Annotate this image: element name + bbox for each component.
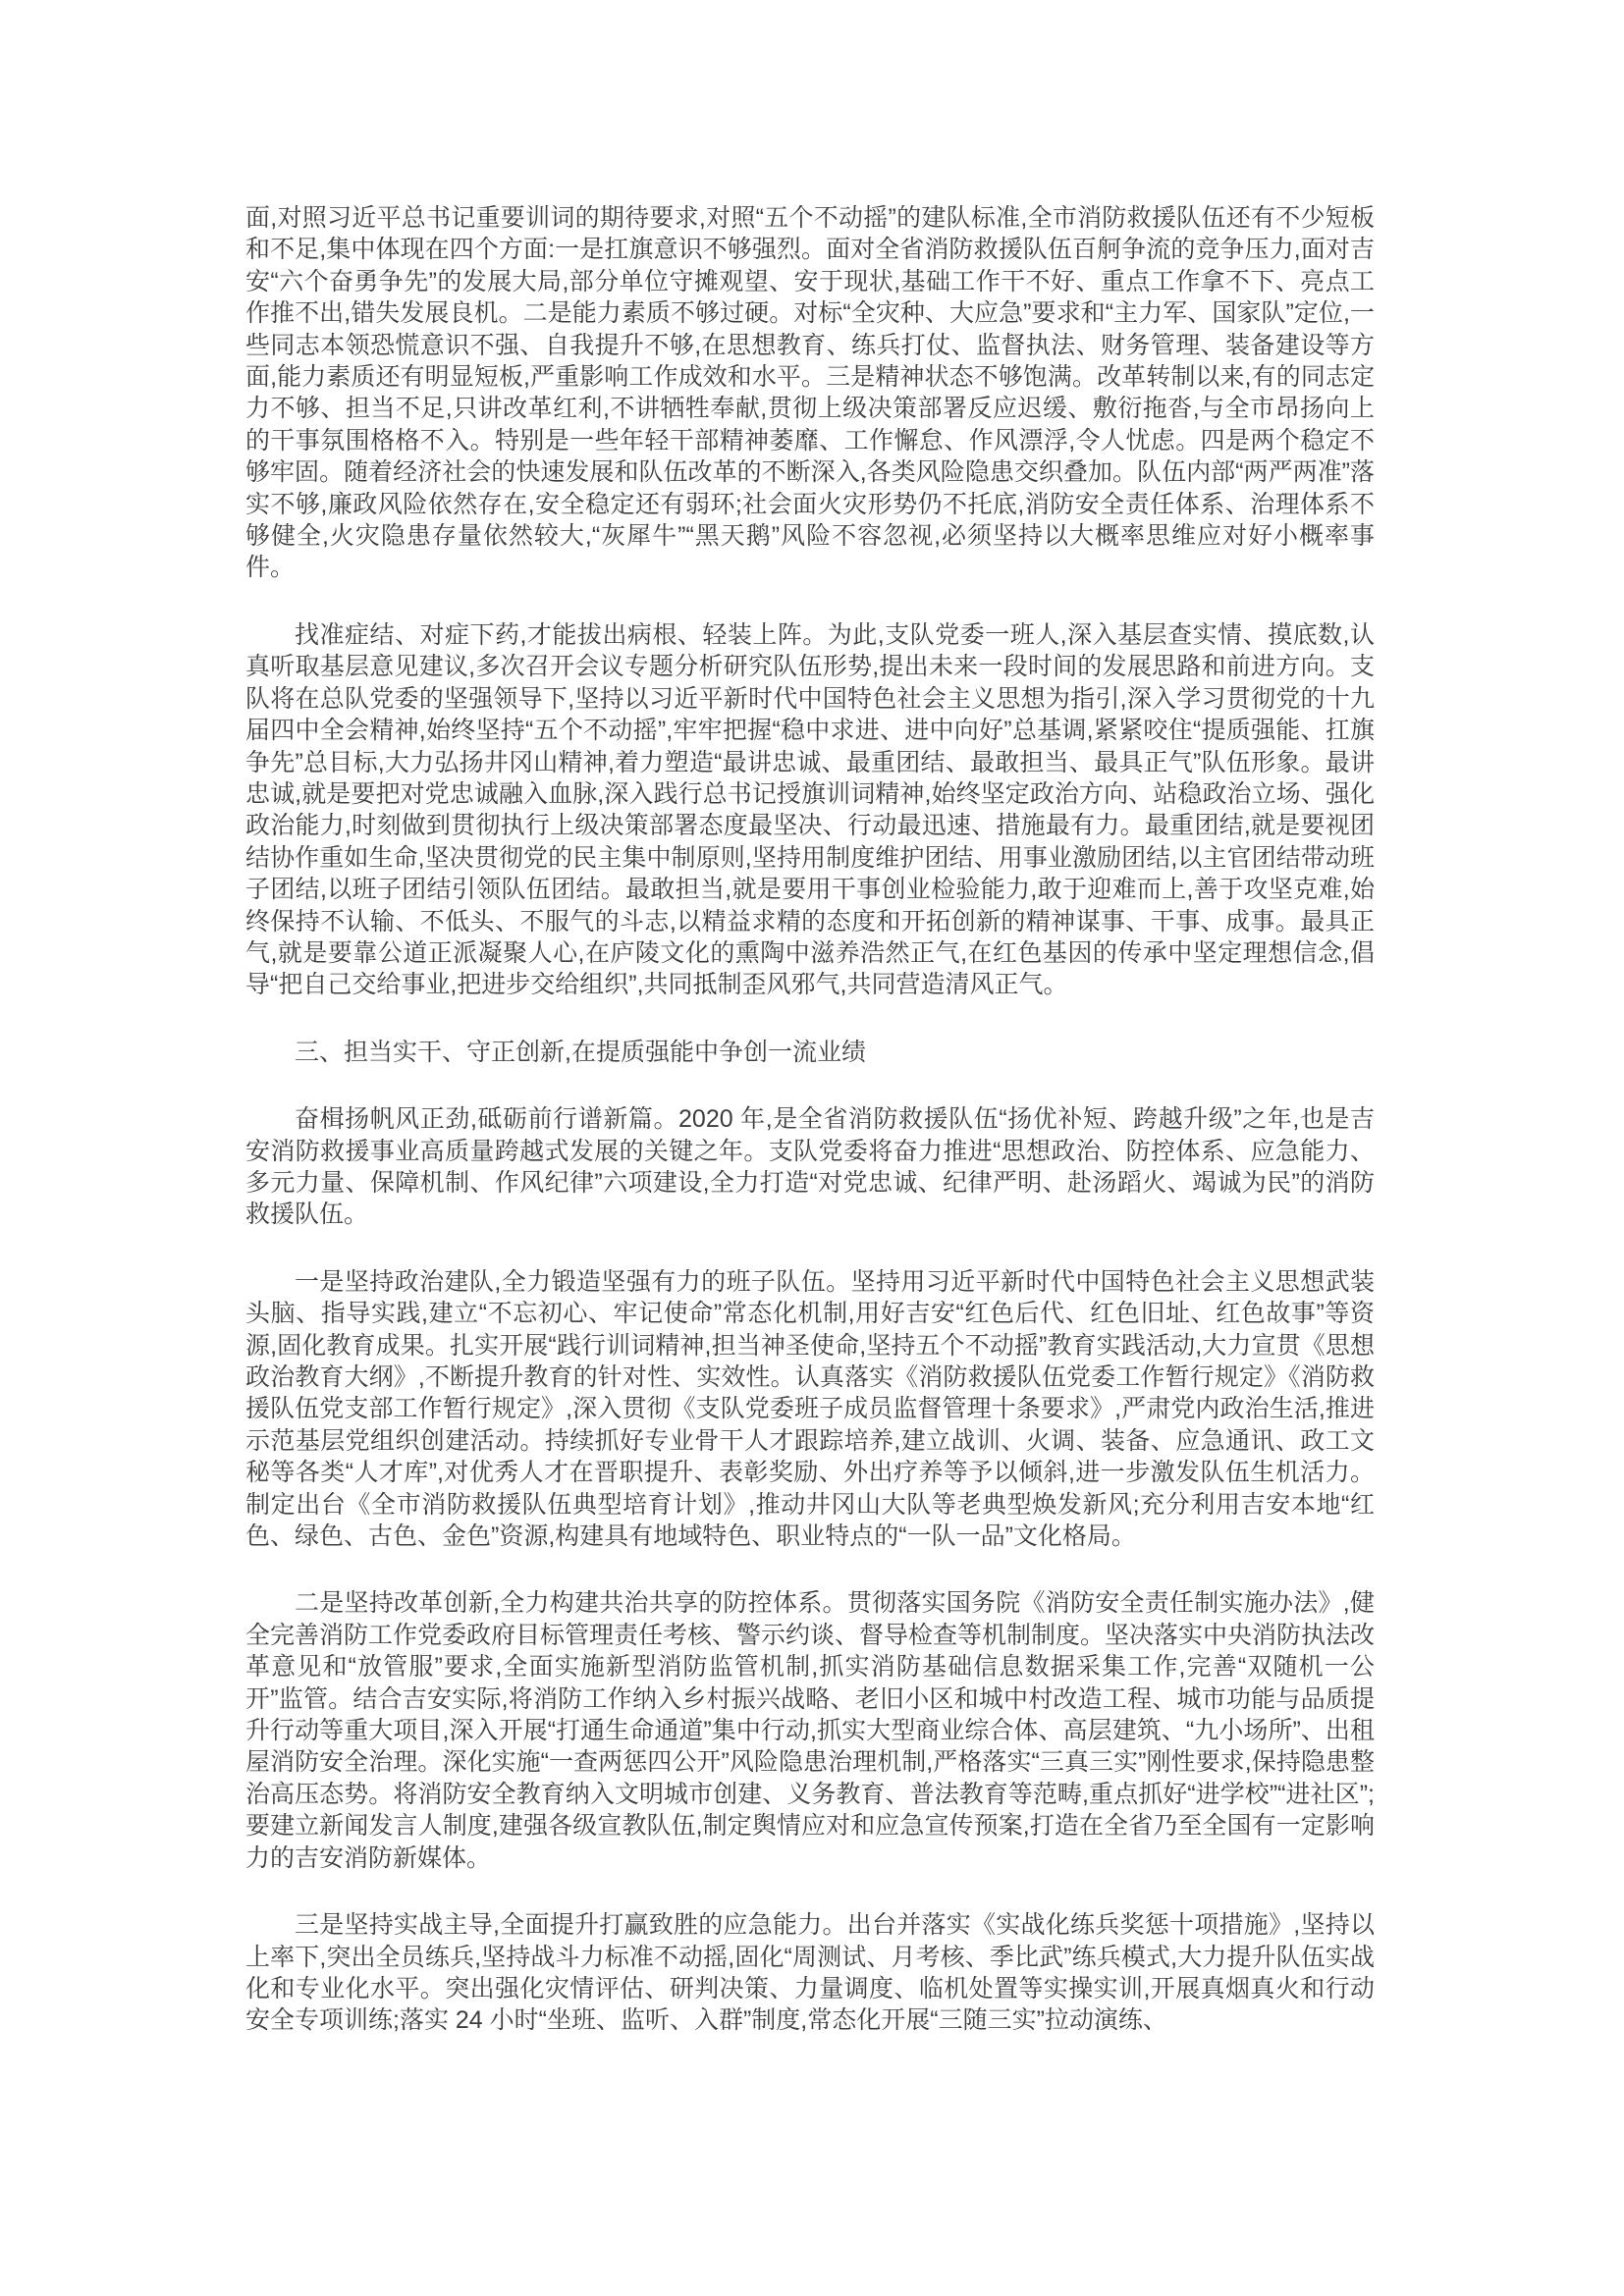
paragraph-5: 一是坚持政治建队,全力锻造坚强有力的班子队伍。坚持用习近平新时代中国特色社会主义思想武装头脑、指导实践,建立“不忘初心、牢记使命”常态化机制,用好吉安“红色后代、红色旧址、红色故事”等资源,固化教育成果。扎实开展“践行训词精神,担当神圣使命,坚持五个不动摇”教育实践活动,大力宣贯《思想政治教育大纲》,不断提升教育的针对性、实效性。认真落实《消防救援队伍党委工作暂行规定》《消防救援队伍党支部工作暂行规定》,深入贯彻《支队党委班子成员监督管理十条要求》,严肃党内政治生活,推进示范基层党组织创建活动。持续抓好专业骨干人才跟踪培养,建立战训、火调、装备、应急通讯、政工文秘等各类“人才库”,对优秀人才在晋职提升、表彰奖励、外出疗养等予以倾斜,进一步激发队伍生机活力。制定出台《全市消防救援队伍典型培育计划》,推动井冈山大队等老典型焕发新风;充分利用吉安本地“红色、绿色、古色、金色”资源,构建具有地域特色、职业特点的“一队一品”文化格局。 [245,1267,1375,1551]
section-heading: 三、担当实干、守正创新,在提质强能中争创一流业绩 [295,1038,866,1066]
paragraph-7: 三是坚持实战主导,全面提升打赢致胜的应急能力。出台并落实《实战化练兵奖惩十项措施》,坚持以上率下,突出全员练兵,坚持战斗力标准不动摇,固化“周测试、月考核、季比武”练兵模式,大力提升队伍实战化和专业化水平。突出强化灾情评估、研判决策、力量调度、临机处置等实操实训,开展真烟真火和行动安全专项训练;落实 24 小时“坐班、监听、入群”制度,常态化开展“三随三实”拉动演练、 [245,1911,1375,2035]
document-body [245,202,1375,2037]
paragraph-2: 找准症结、对症下药,才能拔出病根、轻装上阵。为此,支队党委一班人,深入基层查实情、摸底数,认真听取基层意见建议,多次召开会议专题分析研究队伍形势,提出未来一段时间的发展思路和前进方向。支队将在总队党委的坚强领导下,坚持以习近平新时代中国特色社会主义思想为指引,深入学习贯彻党的十九届四中全会精神,始终坚持“五个不动摇”,牢牢把握“稳中求进、进中向好”总基调,紧紧咬住“提质强能、扛旗争先”总目标,大力弘扬井冈山精神,着力塑造“最讲忠诚、最重团结、最敢担当、最具正气”队伍形象。最讲忠诚,就是要把对党忠诚融入血脉,深入践行总书记授旗训词精神,始终坚定政治方向、站稳政治立场、强化政治能力,时刻做到贯彻执行上级决策部署态度最坚决、行动最迅速、措施最有力。最重团结,就是要视团结协作重如生命,坚决贯彻党的民主集中制原则,坚持用制度维护团结、用事业激励团结,以主官团结带动班子团结,以班子团结引领队伍团结。最敢担当,就是要用干事创业检验能力,敢于迎难而上,善于攻坚克难,始终保持不认输、不低头、不服气的斗志,以精益求精的态度和开拓创新的精神谋事、干事、成事。最具正气,就是要靠公道正派凝聚人心,在庐陵文化的熏陶中滋养浩然正气,在红色基因的传承中坚定理想信念,倡导“把自己交给事业,把进步交给组织”,共同抵制歪风邪气,共同营造清风正气。 [245,620,1375,999]
paragraph-1: 面,对照习近平总书记重要训词的期待要求,对照“五个不动摇”的建队标准,全市消防救援队伍还有不少短板和不足,集中体现在四个方面:一是扛旗意识不够强烈。面对全省消防救援队伍百舸争流的竞争压力,面对吉安“六个奋勇争先”的发展大局,部分单位守摊观望、安于现状,基础工作干不好、重点工作拿不下、亮点工作推不出,错失发展良机。二是能力素质不够过硬。对标“全灾种、大应急”要求和“主力军、国家队”定位,一些同志本领恐慌意识不强、自我提升不够,在思想教育、练兵打仗、监督执法、财务管理、装备建设等方面,能力素质还有明显短板,严重影响工作成效和水平。三是精神状态不够饱满。改革转制以来,有的同志定力不够、担当不足,只讲改革红利,不讲牺牲奉献,贯彻上级决策部署反应迟缓、敷衍拖沓,与全市昂扬向上的干事氛围格格不入。特别是一些年轻干部精神萎靡、工作懈怠、作风漂浮,令人忧虑。四是两个稳定不够牢固。随着经济社会的快速发展和队伍改革的不断深入,各类风险隐患交织叠加。队伍内部“两严两准”落实不够,廉政风险依然存在,安全稳定还有弱环;社会面火灾形势仍不托底,消防安全责任体系、治理体系不够健全,火灾隐患存量依然较大,“灰犀牛”“黑天鹅”风险不容忽视,必须坚持以大概率思维应对好小概率事件。 [245,204,1375,582]
paragraph-6: 二是坚持改革创新,全力构建共治共享的防控体系。贯彻落实国务院《消防安全责任制实施办法》,健全完善消防工作党委政府目标管理责任考核、警示约谈、督导检查等机制制度。坚决落实中央消防执法改革意见和“放管服”要求,全面实施新型消防监管机制,抓实消防基础信息数据采集工作,完善“双随机一公开”监管。结合吉安实际,将消防工作纳入乡村振兴战略、老旧小区和城中村改造工程、城市功能与品质提升行动等重大项目,深入开展“打通生命通道”集中行动,抓实大型商业综合体、高层建筑、“九小场所”、出租屋消防安全治理。深化实施“一查两惩四公开”风险隐患治理机制,严格落实“三真三实”刚性要求,保持隐患整治高压态势。将消防安全教育纳入文明城市创建、义务教育、普法教育等范畴,重点抓好“进学校”“进社区”;要建立新闻发言人制度,建强各级宣教队伍,制定舆情应对和应急宣传预案,打造在全省乃至全国有一定影响力的吉安消防新媒体。 [245,1589,1376,1872]
paragraph-4: 奋楫扬帆风正劲,砥砺前行谱新篇。2020 年,是全省消防救援队伍“扬优补短、跨越升级”之年,也是吉安消防救援事业高质量跨越式发展的关键之年。支队党委将奋力推进“思想政治、防控体系、应急能力、多元力量、保障机制、作风纪律”六项建设,全力打造“对党忠诚、纪律严明、赴汤蹈火、竭诚为民”的消防救援队伍。 [245,1105,1375,1229]
